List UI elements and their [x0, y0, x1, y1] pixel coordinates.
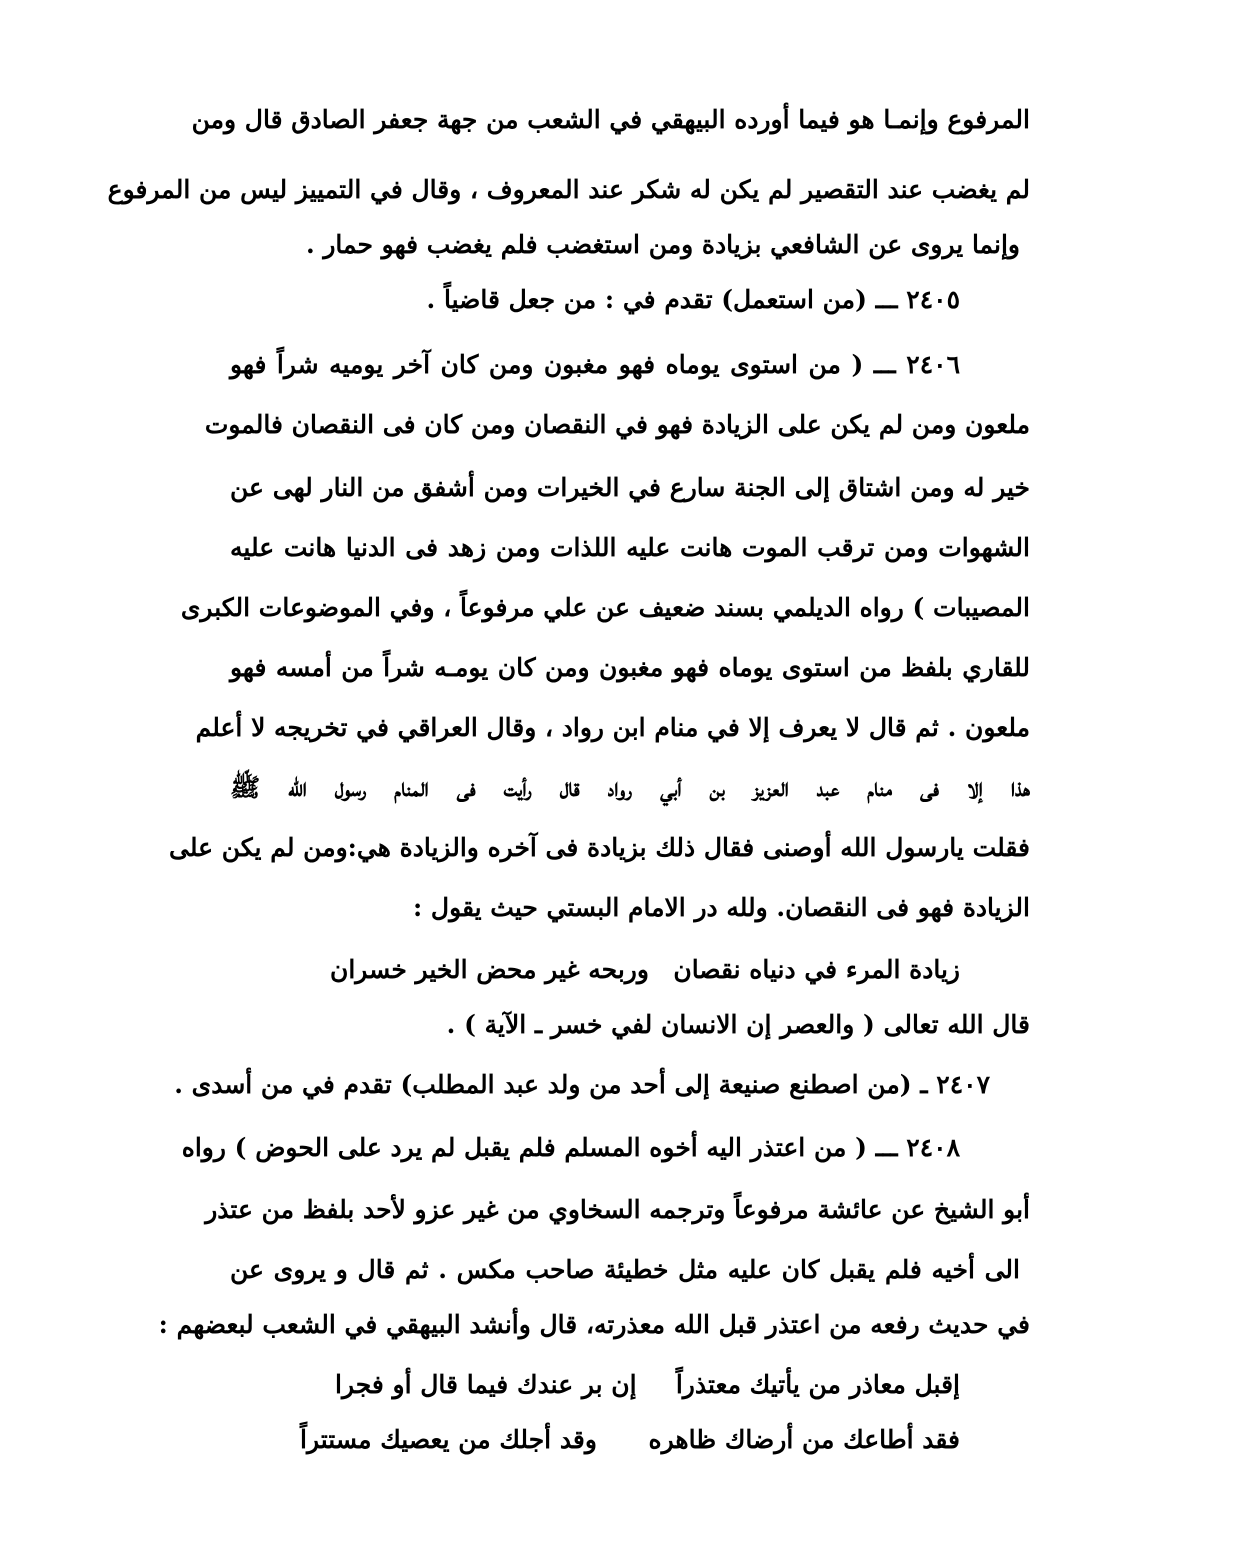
text-line: ملعون ومن لم يكن على الزيادة فهو في النقصان ومن كان فى النقصان فالموت [204, 410, 1030, 439]
text-line: هذا إلا فى منام عبد العزيز بن أبي رواد قال رأيت فى المنام رسول الله ﷺ [230, 773, 1030, 802]
text-line: قال الله تعالى ( والعصر إن الانسان لفي خسر ـ الآية ) . [446, 1010, 1030, 1039]
text-line: فقلت يارسول الله أوصنى فقال ذلك بزيادة فى آخره والزيادة هي:ومن لم يكن على [168, 833, 1030, 862]
text-line: لم يغضب عند التقصير لم يكن له شكر عند المعروف ، وقال في التمييز ليس من المرفوع [107, 175, 1030, 204]
document-page [107, 0, 1030, 1567]
verse-hemistich-left: إن بر عندك فيما قال أو فجرا [335, 1370, 637, 1399]
text-line: الشهوات ومن ترقب الموت هانت عليه اللذات ومن زهد فى الدنيا هانت عليه [230, 533, 1030, 562]
text-line: للقاري بلفظ من استوى يوماه فهو مغبون ومن كان يومـه شراً من أمسه فهو [230, 653, 1030, 682]
verse-hemistich-right: فقد أطاعك من أرضاك ظاهره [648, 1425, 960, 1454]
text-line: الى أخيه فلم يقبل كان عليه مثل خطيئة صاحب مكس . ثم قال و يروى عن [230, 1255, 1020, 1284]
verse-hemistich-right: إقبل معاذر من يأتيك معتذراً [675, 1370, 960, 1399]
text-line: المصيبات ) رواه الديلمي بسند ضعيف عن علي مرفوعاً ، وفي الموضوعات الكبرى [180, 593, 1030, 622]
text-line: وإنما يروى عن الشافعي بزيادة ومن استغضب فلم يغضب فهو حمار . [305, 230, 1020, 259]
entry-2408-heading: ٢٤٠٨ ـــ ( من اعتذر اليه أخوه المسلم فلم يقبل لم يرد على الحوض ) رواه [181, 1133, 960, 1162]
text-line: المرفوع وإنمـا هو فيما أورده البيهقي في الشعب من جهة جعفر الصادق قال ومن [191, 105, 1030, 134]
poem-verse [230, 1420, 1030, 1460]
verse-hemistich-left: وقد أجلك من يعصيك مستتراً [300, 1425, 597, 1454]
text-line: في حديث رفعه من اعتذر قبل الله معذرته، قال وأنشد البيهقي في الشعب لبعضهم : [158, 1310, 1030, 1339]
entry-2406-heading: ٢٤٠٦ ـــ ( من استوى يوماه فهو مغبون ومن كان آخر يوميه شراً فهو [230, 350, 960, 379]
text-line: ملعون . ثم قال لا يعرف إلا في منام ابن رواد ، وقال العراقي في تخريجه لا أعلم [195, 713, 1030, 742]
verse-hemistich-left: وربحه غير محض الخير خسران [330, 955, 649, 984]
text-line: خير له ومن اشتاق إلى الجنة سارع في الخيرات ومن أشفق من النار لهى عن [230, 473, 1030, 502]
poem-verse [230, 950, 1030, 990]
text-line: الزيادة فهو فى النقصان. ولله در الامام البستي حيث يقول : [412, 893, 1030, 922]
entry-2407: ٢٤٠٧ ـ (من اصطنع صنيعة إلى أحد من ولد عبد المطلب) تقدم في من أسدى . [174, 1070, 990, 1099]
entry-2405: ٢٤٠٥ ـــ (من استعمل) تقدم في : من جعل قاضياً . [426, 285, 960, 314]
verse-hemistich-right: زيادة المرء في دنياه نقصان [673, 955, 960, 984]
poem-verse [230, 1365, 1030, 1405]
text-line: أبو الشيخ عن عائشة مرفوعاً وترجمه السخاوي من غير عزو لأحد بلفظ من عتذر [205, 1195, 1030, 1224]
